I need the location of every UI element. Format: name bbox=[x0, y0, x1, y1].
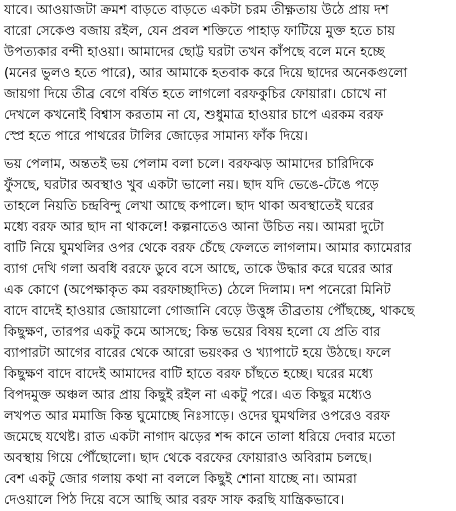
text-line: ব্যাপারটা আগের বারের থেকে আরো ভয়ংকর ও খ্যাপাটে হয়ে উঠছে। ফলে bbox=[4, 346, 391, 361]
paragraph-2 bbox=[4, 154, 454, 511]
text-line: জায়গা দিয়ে তীব্র বেগে বর্ষিত হতে লাগলো বরফকুচির ফোয়ারা। চোখে না bbox=[4, 87, 387, 102]
text-line: মধ্যে বরফ আর ছাদ না থাকলে! কল্পনাতেও আনা উচিত নয়। আমরা দুটো bbox=[4, 220, 385, 235]
text-line: দেখলে কখনোই বিশ্বাস করতাম না যে, শুধুমাত্র হাওয়ার চাপে এরকম বরফ bbox=[4, 108, 384, 123]
text-line: জমেছে যথেষ্ট। রাত একটা নাগাদ ঝড়ের শব্দ কানে তালা ধরিয়ে দেবার মতো bbox=[4, 430, 396, 445]
text-line: কিছুক্ষণ, তারপর একটু কমে আসছে; কিন্ত ভয়ের বিষয় হলো যে প্রতি বার bbox=[4, 325, 381, 340]
text-line: (মনের ভুলও হতে পারে), আর আমাকে হতবাক করে দিয়ে ছাদের অনেকগুলো bbox=[4, 66, 408, 81]
text-line: অবস্থায় গিয়ে পৌঁছোলো। ছাদ থেকে বরফের ফোয়ারাও অবিরাম চলছে। bbox=[4, 451, 372, 466]
text-line: স্প্রে হতে পারে পাথরের টালির জোড়ের সামান্য ফাঁক দিয়ে। bbox=[4, 129, 308, 144]
text-line: ভয় পেলাম, অন্ততই ভয় পেলাম বলা চলে। বরফঝড় আমাদের চারিদিকে bbox=[4, 157, 374, 172]
text-line: ফুঁসছে, ঘরটার অবস্থাও খুব একটা ভালো নয়। ছাদ যদি ভেঙে-টেঙে পড়ে bbox=[4, 178, 379, 193]
text-line: বেশ একটু জোর গলায় কথা না বললে কিছুই শোনা যাচ্ছে না। আমরা bbox=[4, 472, 357, 487]
text-line: কিছুক্ষণ বাদে বাদেই আমাদের বাটি হাতে বরফ চাঁছতে হচ্ছে। ঘরের মধ্যে bbox=[4, 367, 373, 382]
text-line: তাহলে নিয়তি চন্দ্রবিন্দু লেখা আছে কপালে। ছাদ থাকা অবস্থাতেই ঘরের bbox=[4, 199, 374, 214]
text-line: বারো সেকেণ্ড বজায় রইল, যেন প্রবল শক্তিতে পাহাড় ফাটিয়ে মুক্ত হতে চায় bbox=[4, 24, 396, 39]
text-line: যাবে। আওয়াজটা ক্রমশ বাড়তে বাড়তে একটা চরম তীক্ষ্ণতায় উঠে প্রায় দশ bbox=[4, 3, 389, 18]
text-line: বিপদমুক্ত অঞ্চল আর প্রায় কিছুই রইল না একটু পরে। এত কিছুর মধ্যেও bbox=[4, 388, 372, 403]
document-page bbox=[4, 0, 454, 508]
text-line: লখপত আর মমাজি কিন্ত ঘুমোচ্ছে নিঃসাড়ে। ওদের ঘুমথলির ওপরেও বরফ bbox=[4, 409, 391, 424]
text-line: দেওয়ালে পিঠ দিয়ে বসে আছি আর বরফ সাফ করছি যান্ত্রিকভাবে। bbox=[4, 493, 345, 508]
text-line: এক কোণে (অপেক্ষাকৃত কম বরফাচ্ছাদিত) ঠেলে দিলাম। দশ পনেরো মিনিট bbox=[4, 283, 391, 298]
text-line: ব্যাগ দেখি গলা অবধি বরফে ডুবে বসে আছে, তাকে উদ্ধার করে ঘরের আর bbox=[4, 262, 393, 277]
text-line: বাদে বাদেই হাওয়ার জোয়ালো গোজানি বেড়ে উত্তুঙ্গ তীব্রতায় পৌঁছচ্ছে, থাকছে bbox=[4, 304, 415, 319]
text-line: উপত্যকার বন্দী হাওয়া। আমাদের ছোট্ট ঘরটা তখন কাঁপছে বলে মনে হচ্ছে bbox=[4, 45, 385, 60]
paragraph-gap bbox=[4, 147, 454, 154]
text-line: বাটি নিয়ে ঘুমথলির ওপর থেকে বরফ চেঁছে ফেলতে লাগলাম। আমার ক্যামেরার bbox=[4, 241, 412, 256]
paragraph-1 bbox=[4, 0, 454, 147]
